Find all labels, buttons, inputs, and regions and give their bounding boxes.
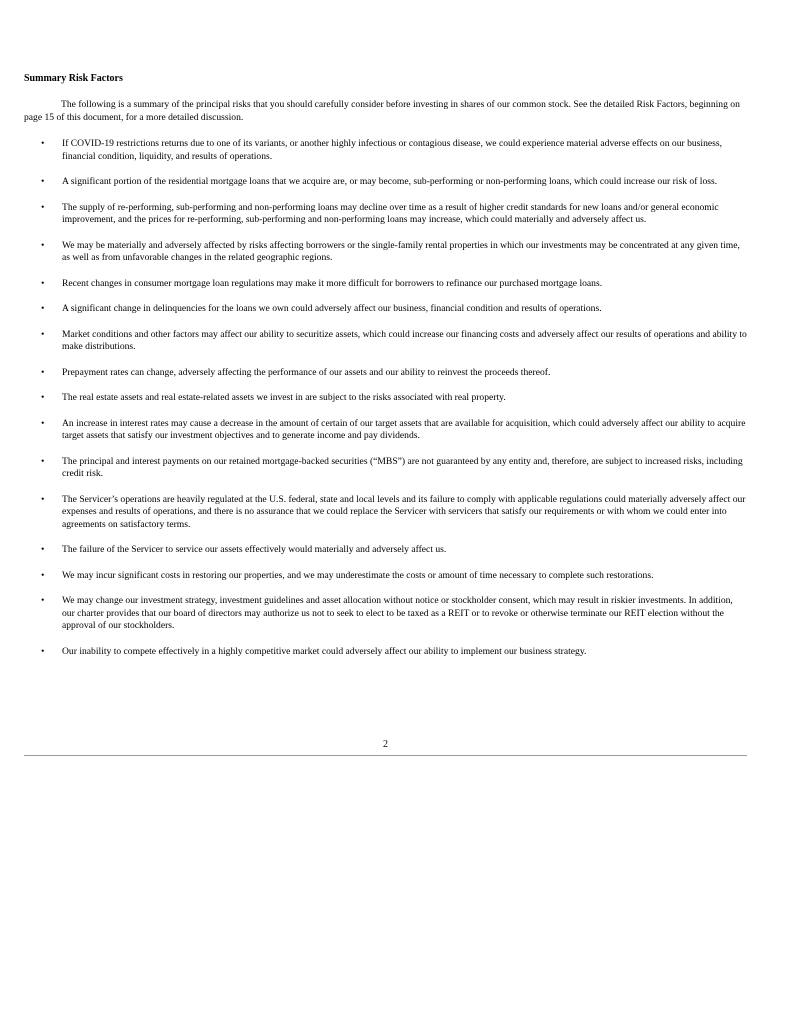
risk-factor-item [24, 456, 747, 481]
risk-factor-text: The supply of re-performing, sub-performing and non-performing loans may decline over time as a result of higher credit standards for new loans and/or general economic improvement, and the prices for re-performing, sub-performing and non-performing loans may increase, which could materially and adversely affect us. [62, 201, 719, 225]
risk-factor-text: The principal and interest payments on our retained mortgage-backed securities (“MBS”) are not guaranteed by any entity and, therefore, are subject to increased risks, including credit risk. [62, 455, 743, 479]
page-footer [24, 738, 747, 756]
bullet-icon: • [41, 201, 45, 213]
risk-factor-item [24, 202, 747, 227]
bullet-icon: • [41, 366, 45, 378]
bullet-icon: • [41, 455, 45, 467]
bullet-icon: • [41, 569, 45, 581]
risk-factor-text: If COVID-19 restrictions returns due to one of its variants, or another highly infectious or contagious disease, we could experience material adverse effects on our business, financial condition, liquidity, and results of operations. [62, 138, 722, 162]
risk-factor-text: An increase in interest rates may cause a decrease in the amount of certain of our target assets that are available for acquisition, which could adversely affect our ability to acquire target assets that satisfy our investment objectives and to generate income and pay dividends. [62, 417, 746, 441]
bullet-icon: • [41, 544, 45, 555]
risk-factor-text: Our inability to compete effectively in a highly competitive market could adversely affect our ability to implement our business strategy. [62, 645, 587, 657]
bullet-icon: • [41, 595, 45, 606]
risk-factor-text: Recent changes in consumer mortgage loan regulations may make it more difficult for borrowers to refinance our purchased mortgage loans. [62, 277, 603, 289]
risk-factor-item [24, 367, 747, 380]
risk-factor-item [24, 278, 747, 291]
bullet-icon: • [41, 493, 45, 505]
bullet-icon: • [41, 303, 45, 314]
risk-factor-item [24, 329, 747, 354]
risk-factor-item [24, 646, 747, 659]
risk-factor-item [24, 570, 747, 583]
risk-factor-text: The failure of the Servicer to service our assets effectively would materially and adversely affect us. [62, 544, 447, 555]
risk-factor-item [24, 176, 747, 189]
page-divider [24, 755, 747, 756]
risk-factor-text: Market conditions and other factors may affect our ability to securitize assets, which could increase our financing costs and adversely affect our results of operations and ability to make distributions. [62, 328, 747, 352]
intro-paragraph: The following is a summary of the principal risks that you should carefully consider before investing in shares of our common stock. See the detailed Risk Factors, beginning on page 15 of this document, for a more detailed discussion. [24, 99, 740, 123]
risk-factor-item [24, 494, 747, 532]
bullet-icon: • [41, 328, 45, 340]
risk-factor-text: The real estate assets and real estate-related assets we invest in are subject to the risks associated with real property. [62, 392, 506, 403]
risk-factor-item [24, 240, 747, 265]
bullet-icon: • [41, 392, 45, 403]
bullet-icon: • [41, 645, 45, 657]
risk-factor-item [24, 418, 747, 443]
risk-factor-item [24, 138, 747, 163]
risk-factor-text: The Servicer’s operations are heavily regulated at the U.S. federal, state and local levels and its failure to comply with applicable regulations could materially adversely affect our expenses and results of operations, and there is no assurance that we could replace the Servicer with servicers that satisfy our requirements or with whom we could enter into agreements on satisfactory terms. [62, 493, 746, 530]
bullet-icon: • [41, 138, 45, 149]
page-number: 2 [383, 739, 388, 750]
risk-factor-item [24, 544, 747, 557]
risk-factor-text: We may change our investment strategy, investment guidelines and asset allocation without notice or stockholder consent, which may result in riskier investments. In addition, our charter provides that our board of directors may authorize us not to seek to elect to be taxed as a REIT or to revoke or otherwise terminate our REIT election without the approval of our stockholders. [62, 595, 733, 631]
risk-factor-text: We may be materially and adversely affected by risks affecting borrowers or the single-family rental properties in which our investments may be concentrated at any given time, as well as from unfavorable changes in the related geographic regions. [62, 239, 740, 263]
risk-factor-list [24, 138, 747, 658]
bullet-icon: • [41, 417, 45, 429]
risk-factor-text: A significant change in delinquencies for the loans we own could adversely affect our business, financial condition and results of operations. [62, 303, 602, 314]
section-heading: Summary Risk Factors [24, 73, 123, 84]
risk-factor-item [24, 595, 747, 633]
bullet-icon: • [41, 176, 45, 187]
document-page [24, 72, 747, 671]
risk-factor-text: A significant portion of the residential mortgage loans that we acquire are, or may become, sub-performing or non-performing loans, which could increase our risk of loss. [62, 176, 718, 187]
bullet-icon: • [41, 277, 45, 289]
risk-factor-text: Prepayment rates can change, adversely affecting the performance of our assets and our ability to reinvest the proceeds thereof. [62, 366, 551, 378]
bullet-icon: • [41, 239, 45, 251]
risk-factor-item [24, 392, 747, 405]
risk-factor-item [24, 303, 747, 316]
risk-factor-text: We may incur significant costs in restoring our properties, and we may underestimate the costs or amount of time necessary to complete such restorations. [62, 569, 654, 581]
